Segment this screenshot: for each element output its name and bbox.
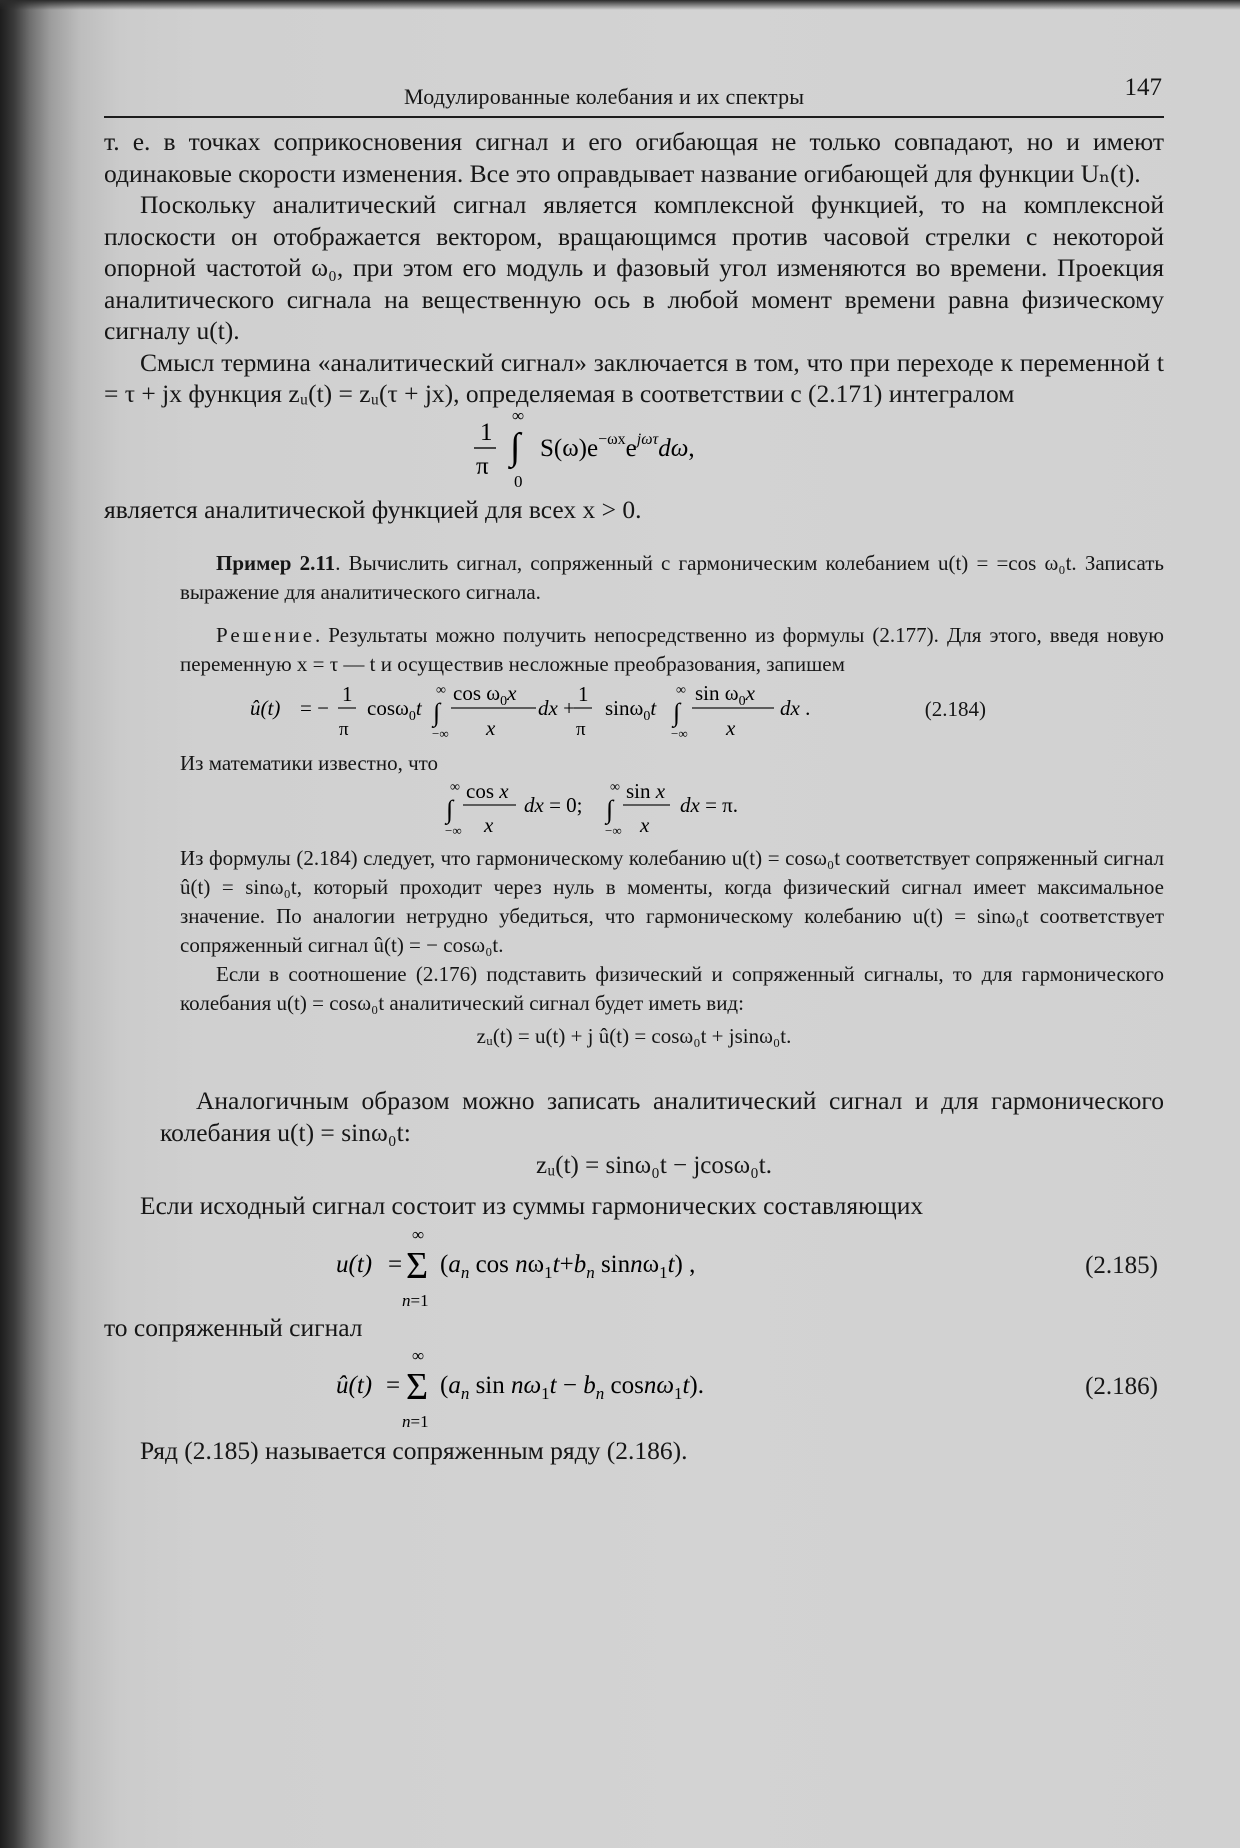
svg-text:∫: ∫	[433, 698, 441, 727]
formula-integral-render	[104, 410, 1164, 494]
equation-2-186	[104, 1343, 1164, 1435]
equation-2-185-render	[104, 1222, 1164, 1314]
svg-text:sinω0t: sinω$_0$t	[605, 696, 657, 724]
integrand: $S(\omega)e^{-\omega x}e^{j\omega\tau}d\omega$,	[540, 430, 695, 462]
svg-text:û(t): û(t)	[336, 1372, 373, 1399]
example-label: Пример 2.11	[216, 551, 336, 575]
svg-text:−∞: −∞	[432, 726, 449, 741]
chapter-title: Модулированные колебания и их спектры	[404, 84, 805, 109]
solution-text: . Результаты можно получить непосредственно из формулы (2.177). Для этого, введя новую переменную x = τ — t и осуществив несложные преобразования, запишем	[180, 623, 1164, 676]
integral-sign: ∫	[510, 425, 521, 468]
svg-text:∞: ∞	[436, 683, 446, 698]
svg-text:u(t): u(t)	[336, 1250, 373, 1278]
svg-text:n=1: n=1	[402, 1290, 429, 1310]
svg-text:−∞: −∞	[605, 823, 622, 838]
paragraph-4: является аналитической функцией для всех x > 0.	[104, 494, 642, 524]
svg-text:1: 1	[342, 682, 353, 706]
formula-known-render	[180, 778, 1080, 844]
svg-text:(an sin nω1t − bn cosnω1t).: ($a_n$ $\sin n\omega_1t - b_n$ cosnω$_1$t).	[440, 1372, 704, 1403]
svg-text:sin x: sin x	[626, 779, 666, 803]
math-known: Из математики известно, что	[180, 751, 439, 775]
u-hat-t: û(t)	[250, 696, 281, 720]
svg-text:dx = 0;: dx = 0;	[524, 793, 583, 817]
svg-text:=: =	[388, 1250, 403, 1278]
svg-text:∞: ∞	[676, 683, 686, 698]
equation-number-2-186: (2.186)	[1085, 1373, 1158, 1400]
paragraph-7: то сопряженный сигнал	[104, 1312, 363, 1342]
solution-paragraph-1: Из формулы (2.184) следует, что гармоническому колебанию u(t) = cosω₀t соответствует сопряженный сигнал û(t) = sinω₀t, который проходит через нуль в моменты, когда физический сигнал имеет максимальное значение. По аналогии нетрудно убедиться, что гармоническому колебанию u(t) = sinω₀t соответствует сопряженный сигнал û(t) = − cosω₀t.	[180, 846, 1164, 957]
equation-2-184	[180, 679, 1164, 749]
svg-text:x: x	[640, 813, 650, 837]
paragraph-5: Аналогичным образом можно записать аналитический сигнал и для гармонического колебания u(t) = sinω₀t:	[160, 1086, 1164, 1147]
svg-text:∞: ∞	[610, 780, 620, 795]
svg-text:dx .: dx .	[780, 696, 811, 720]
paragraph-2: Поскольку аналитический сигнал является комплексной функцией, то на комплексной плоскости он отображается вектором, вращающимся против часовой стрелки с некоторой опорной частотой ω₀, при этом его модуль и фазовый угол изменяются во времени. Проекция аналитического сигнала на вещественную ось в любой момент времени равна физическому сигналу u(t).	[104, 190, 1164, 345]
svg-text:sin ω0x: $\sin \omega_0x$	[695, 681, 755, 709]
svg-text:=: =	[386, 1372, 401, 1399]
paragraph-8: Ряд (2.185) называется сопряженным ряду (2.186).	[140, 1436, 688, 1465]
equation-number-2-184: (2.184)	[924, 697, 986, 721]
svg-text:dx +: dx +	[538, 696, 575, 720]
svg-text:cosω0t: cosω$_0$t	[367, 696, 422, 724]
svg-text:∞: ∞	[412, 1346, 425, 1365]
svg-text:cos x: cos x	[466, 779, 509, 803]
svg-text:dx = π.: dx = π.	[680, 793, 739, 817]
svg-text:∫: ∫	[606, 795, 614, 824]
svg-text:π: π	[576, 719, 586, 740]
svg-text:∫: ∫	[673, 698, 681, 727]
formula-analytic-sin: zᵤ(t) = sinω₀t − jcosω₀t.	[535, 1152, 772, 1179]
frac-pi: π	[476, 452, 489, 480]
svg-text:∞: ∞	[450, 780, 460, 795]
formula-known-integrals	[180, 778, 1164, 844]
equation-2-186-render	[104, 1343, 1164, 1435]
solution-label: Решение	[216, 623, 316, 647]
page-number: 147	[1124, 74, 1162, 101]
svg-text:x: x	[484, 813, 494, 837]
upper-limit-inf: ∞	[512, 409, 525, 425]
equation-number-2-185: (2.185)	[1085, 1251, 1158, 1279]
solution-statement	[180, 621, 1164, 679]
equation-2-185	[104, 1222, 1164, 1314]
formula-analytic-cos: zᵤ(t) = u(t) + j û(t) = cosω₀t + jsinω₀t.	[476, 1024, 792, 1048]
formula-integral	[104, 410, 1164, 494]
svg-text:Σ: Σ	[406, 1244, 429, 1287]
svg-text:−∞: −∞	[671, 726, 688, 741]
example-statement	[180, 549, 1164, 607]
svg-text:∫: ∫	[446, 795, 454, 824]
svg-text:−∞: −∞	[445, 823, 462, 838]
page-content	[104, 70, 1164, 1467]
svg-text:π: π	[339, 719, 349, 740]
svg-text:(an cos nω1t+bn sinnω1t) ,: ($a_n$ $\cos n\omega_1t+b_n$ sinnω$_1$t) ,	[440, 1250, 696, 1282]
example-text: . Вычислить сигнал, сопряженный с гармоническим колебанием u(t) = =cos ω₀t. Записать выражение для аналитического сигнала.	[180, 551, 1164, 604]
svg-text:1: 1	[578, 682, 589, 706]
running-head	[104, 70, 1164, 118]
frac-1-num: 1	[480, 418, 493, 446]
paragraph-1: т. е. в точках соприкосновения сигнал и его огибающая не только совпадают, но и имеют одинаковые скорости изменения. Все это оправдывает название огибающей для функции Uₙ(t).	[104, 127, 1164, 188]
lower-limit-0: 0	[514, 471, 523, 491]
svg-text:∞: ∞	[412, 1224, 425, 1244]
paragraph-3: Смысл термина «аналитический сигнал» заключается в том, что при переходе к переменной t = τ + jx функция zᵤ(t) = zᵤ(τ + jx), определяемая в соответствии с (2.171) интегралом	[104, 347, 1164, 408]
svg-text:cos ω0x: $\cos \omega_0x$	[453, 681, 517, 709]
paragraph-6: Если исходный сигнал состоит из суммы гармонических составляющих	[140, 1191, 924, 1220]
svg-text:x: x	[726, 716, 736, 740]
svg-text:Σ: Σ	[406, 1366, 429, 1408]
svg-text:x: x	[486, 716, 496, 740]
svg-text:= −: = −	[300, 696, 329, 720]
solution-paragraph-2: Если в соотношение (2.176) подставить физический и сопряженный сигналы, то для гармонического колебания u(t) = cosω₀t аналитический сигнал будет иметь вид:	[180, 962, 1164, 1015]
svg-text:n=1: n=1	[402, 1412, 429, 1431]
example-block	[104, 549, 1164, 1051]
